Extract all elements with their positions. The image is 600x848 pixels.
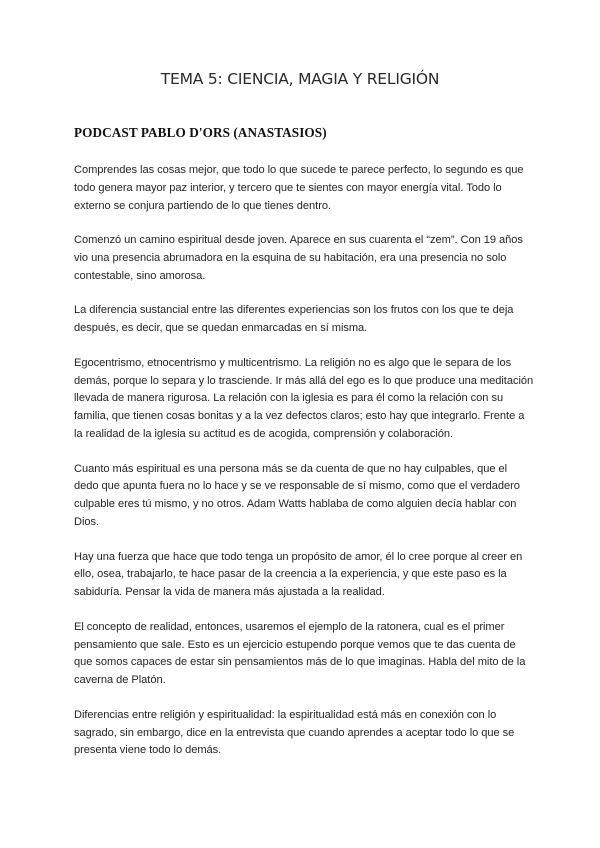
paragraph-5: Cuanto más espiritual es una persona más se da cuenta de que no hay culpables, que el dedo que apunta fuera no lo hace y se ve responsable de sí mismo, como que el verdadero culpable eres tú mismo, y no otros. Adam Watts hablaba de como alguien decía hablar con Dios. [74, 462, 520, 528]
paragraph-8: Diferencias entre religión y espiritualidad: la espiritualidad está más en conexión con lo sagrado, sin embargo, dice en la entrevista que cuando aprendes a aceptar todo lo que se presenta viene todo lo demás. [74, 708, 515, 757]
paragraph-4: Egocentrismo, etnocentrismo y multicentrismo. La religión no es algo que le separa de los demás, porque lo separa y lo trasciende. Ir más allá del ego es lo que produce una meditación llevada de manera rigurosa. La relación con la iglesia es para él como la relación con su familia, que tienen cosas bonitas y a la vez defectos claros; esto hay que integrarlo. Frente a la realidad de la iglesia su actitud es de acogida, comprensión y colaboración. [74, 356, 534, 440]
paragraph-1: Comprendes las cosas mejor, que todo lo que sucede te parece perfecto, lo segundo es que todo genera mayor paz interior, y tercero que te sientes con mayor energía vital. Todo lo externo se conjura partiendo de lo que tienes dentro. [74, 164, 524, 212]
body-text [74, 162, 534, 777]
paragraph-6: Hay una fuerza que hace que todo tenga un propósito de amor, él lo cree porque al creer en ello, osea, trabajarlo, te hace pasar de la creencia a la experiencia, y que este paso es la sabiduría. Pensar la vida de manera más ajustada a la realidad. [74, 550, 523, 599]
page-title: TEMA 5: CIENCIA, MAGIA Y RELIGIÓN [160, 70, 440, 88]
paragraph-3: La diferencia sustancial entre las diferentes experiencias son los frutos con los que te deja después, es decir, que se quedan enmarcadas en sí misma. [74, 304, 514, 335]
section-subtitle: PODCAST PABLO D'ORS (ANASTASIOS) [74, 125, 327, 140]
paragraph-7: El concepto de realidad, entonces, usaremos el ejemplo de la ratonera, cual es el primer pensamiento que sale. Esto es un ejercicio estupendo porque vemos que te das cuenta de que somos capaces de estar sin pensamientos más de lo que imaginas. Habla del mito de la caverna de Platón. [74, 620, 526, 687]
paragraph-2: Comenzó un camino espiritual desde joven. Aparece en sus cuarenta el “zem”. Con 19 años vio una presencia abrumadora en la esquina de su habitación, era una presencia no solo contestable, sino amorosa. [74, 234, 523, 282]
